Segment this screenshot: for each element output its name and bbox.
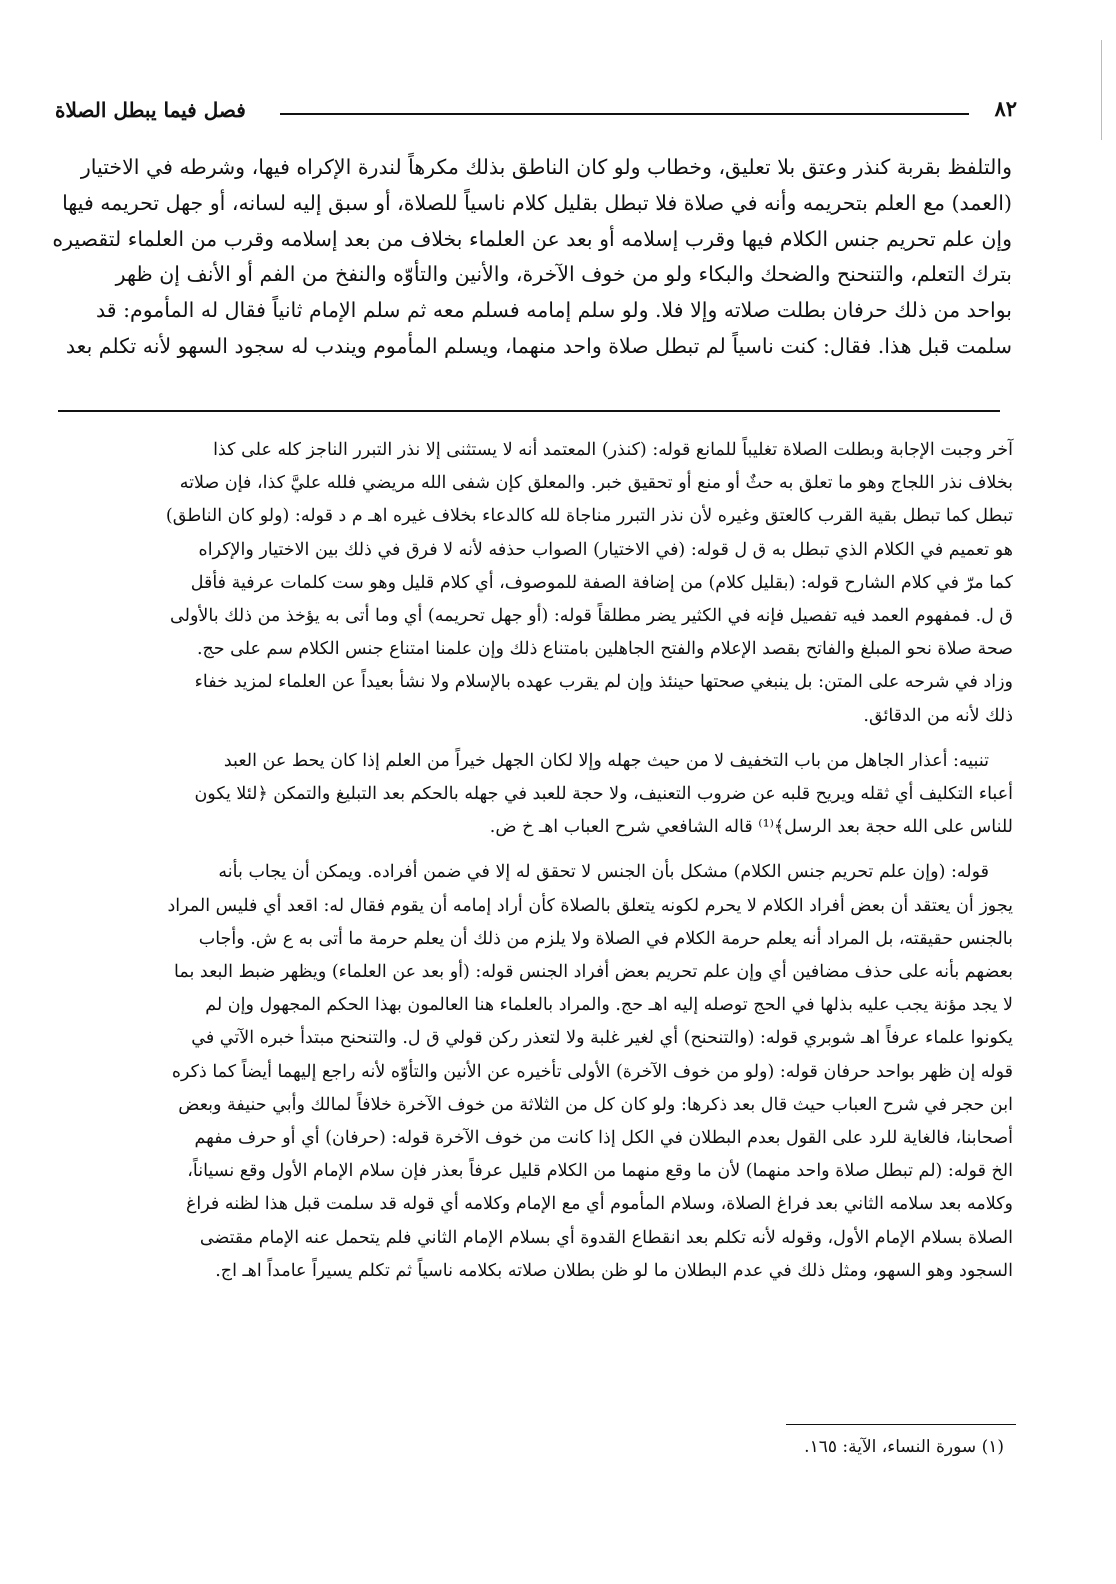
commentary-line: صحة صلاة نحو المبلغ والفاتح بقصد الإعلام والفتح الجاهلين بامتناع ذلك وإن علمنا امتناع جنس الكلام سم على حج. [196, 639, 1013, 660]
page-header [55, 92, 1017, 134]
commentary-line: بالجنس حقيقته، بل المراد أنه يعلم حرمة الكلام في الصلاة ولا يلزم من ذلك أن يعلم حرمة ما أتى به ع ش. وأجاب [198, 928, 1013, 949]
main-text-line: سلمت قبل هذا. فقال: كنت ناسياً لم تبطل صلاة واحد منهما، ويسلم المأموم ويندب له سجود السهو لأنه تكلم بعد [65, 333, 1012, 358]
header-rule [280, 113, 969, 115]
commentary [48, 434, 1013, 1288]
main-text-line: والتلفظ بقربة كنذر وعتق بلا تعليق، وخطاب ولو كان الناطق بذلك مكرهاً لندرة الإكراه فيها، وشرطه في الاختيار [80, 155, 1012, 179]
chapter-title: فصل فيما يبطل الصلاة [55, 98, 246, 122]
main-text-line: بترك التعلم، والتنحنح والضحك والبكاء ولو من خوف الآخرة، والأنين والتأوّه والنفخ من الفم أو الأنف إن ظهر [115, 262, 1012, 287]
commentary-line: كما مرّ في كلام الشارح قوله: (بقليل كلام) من إضافة الصفة للموصوف، أي كلام قليل وهو ست كلمات عرفية فأقل [190, 572, 1013, 593]
commentary-line: الخ قوله: (لم تبطل صلاة واحد منهما) لأن ما وقع منهما من الكلام قليل عرفاً بعذر فإن سلام الإمام الأول وقع نسياناً، [187, 1161, 1013, 1182]
commentary-line: وكلامه بعد سلامه الثاني بعد فراغ الصلاة، وسلام المأموم أي مع الإمام وكلامه أي قوله قد سلمت قبل هذا لظنه فراغ [185, 1194, 1013, 1215]
commentary-line: لا يجد مؤنة يجب عليه بذلها في الحج توصله إليه اهـ حج. والمراد بالعلماء هنا العالمون بهذا الحكم المجهول وإن لم [205, 995, 1013, 1016]
commentary-line: الصلاة بسلام الإمام الأول، وقوله لأنه تكلم بعد انقطاع القدوة أي بسلام الإمام الثاني فلم يتحمل عنه الإمام مقتضى [199, 1227, 1013, 1248]
commentary-line: للناس على الله حجة بعد الرسل﴾⁽¹⁾ قاله الشافعي شرح العباب اهـ خ ض. [489, 817, 1013, 838]
main-text-separator [58, 410, 1000, 412]
footnote: (١) سورة النساء، الآية: ١٦٥. [804, 1437, 1004, 1457]
commentary-line: قوله: (وإن علم تحريم جنس الكلام) مشكل بأن الجنس لا تحقق له إلا في ضمن أفراده. ويمكن أن يجاب بأنه [218, 862, 989, 883]
commentary-line: أعباء التكليف أي ثقله ويريح قلبه عن ضروب التعنيف، ولا حجة للعبد في جهله بالحكم بعد التبليغ والتمكن ﴿لئلا يكون [194, 784, 1013, 805]
footnote-rule [786, 1424, 1016, 1425]
commentary-line: تبطل كما تبطل بقية القرب كالعتق وغيره لأن نذر التبرر مناجاة لله كالدعاء بخلاف غيره اهـ م د قوله: (ولو كان الناطق) [165, 506, 1013, 527]
commentary-line: يجوز أن يعتقد أن بعض أفراد الكلام لا يحرم لكونه يتعلق بالصلاة كأن أراد إمامه أن يقوم فقال له: اقعد أي فليس المراد [167, 895, 1013, 916]
main-text-line: (العمد) مع العلم بتحريمه وأنه في صلاة فلا تبطل بقليل كلام ناسياً للصلاة، أو سبق إليه لسانه، أو جهل تحريمه فيها [62, 190, 1012, 215]
commentary-line: يكونوا علماء عرفاً اهـ شوبري قوله: (والتنحنح) أي لغير غلبة ولا لتعذر ركن قولي ق ل. والتنحنح مبتدأ خبره الآتي في [191, 1028, 1013, 1049]
main-text-line: بواحد من ذلك حرفان بطلت صلاته وإلا فلا. ولو سلم إمامه فسلم معه ثم سلم الإمام ثانياً فقال له المأموم: قد [96, 298, 1012, 323]
commentary-line: بخلاف نذر اللجاج وهو ما تعلق به حثٌ أو منع أو تحقيق خبر. والمعلق كإن شفى الله مريضي فلله عليَّ كذا، فإن صلاته [179, 473, 1013, 494]
commentary-line: آخر وجبت الإجابة وبطلت الصلاة تغليباً للمانع قوله: (كنذر) المعتمد أنه لا يستثنى إلا نذر التبرر الناجز كله على كذا [213, 440, 1013, 460]
commentary-line: هو تعميم في الكلام الذي تبطل به ق ل قوله: (في الاختيار) الصواب حذفه لأنه لا فرق في ذلك بين الاختيار والإكراه [198, 539, 1013, 560]
commentary-line: تنبيه: أعذار الجاهل من باب التخفيف لا من حيث جهله وإلا لكان الجهل خيراً من العلم إذا كان يحط عن العبد [223, 750, 989, 771]
commentary-line: وزاد في شرحه على المتن: بل ينبغي صحتها حينئذ وإن لم يقرب عهده بالإسلام ولا نشأ بعيداً عن العلماء لمزيد خفاء [194, 672, 1013, 693]
commentary-line: بعضهم بأنه على حذف مضافين أي وإن علم تحريم بعض أفراد الجنس قوله: (أو بعد عن العلماء) ويظهر ضبط البعد بما [174, 962, 1013, 983]
page-number: ٨٢ [994, 96, 1017, 121]
main-text [50, 150, 1012, 365]
page-edge-ornament [1091, 40, 1102, 140]
main-text-line: وإن علم تحريم جنس الكلام فيها وقرب إسلامه أو بعد عن العلماء بخلاف من بعد إسلامه وقرب من العلماء لتقصيره [52, 226, 1012, 251]
commentary-line: السجود وهو السهو، ومثل ذلك في عدم البطلان ما لو ظن بطلان صلاته بكلامه ناسياً ثم تكلم يسيراً عامداً اهـ اج. [215, 1260, 1013, 1281]
commentary-line: قوله إن ظهر بواحد حرفان قوله: (ولو من خوف الآخرة) الأولى تأخيره عن الأنين والتأوّه لأنه راجع إليهما أيضاً كما ذكره [171, 1061, 1013, 1082]
commentary-line: أصحابنا، فالغاية للرد على القول بعدم البطلان في الكل إذا كانت من خوف الآخرة قوله: (حرفان) أي أو حرف مفهم [194, 1128, 1013, 1149]
commentary-line: ق ل. فمفهوم العمد فيه تفصيل فإنه في الكثير يضر مطلقاً قوله: (أو جهل تحريمه) أي وما أتى به يؤخذ من ذلك بالأولى [170, 606, 1013, 627]
commentary-line: ابن حجر في شرح العباب حيث قال بعد ذكرها: ولو كان كل من الثلاثة من خوف الآخرة خلافاً لمالك وأبي حنيفة وبعض [178, 1094, 1013, 1115]
commentary-line: ذلك لأنه من الدقائق. [863, 705, 1013, 726]
